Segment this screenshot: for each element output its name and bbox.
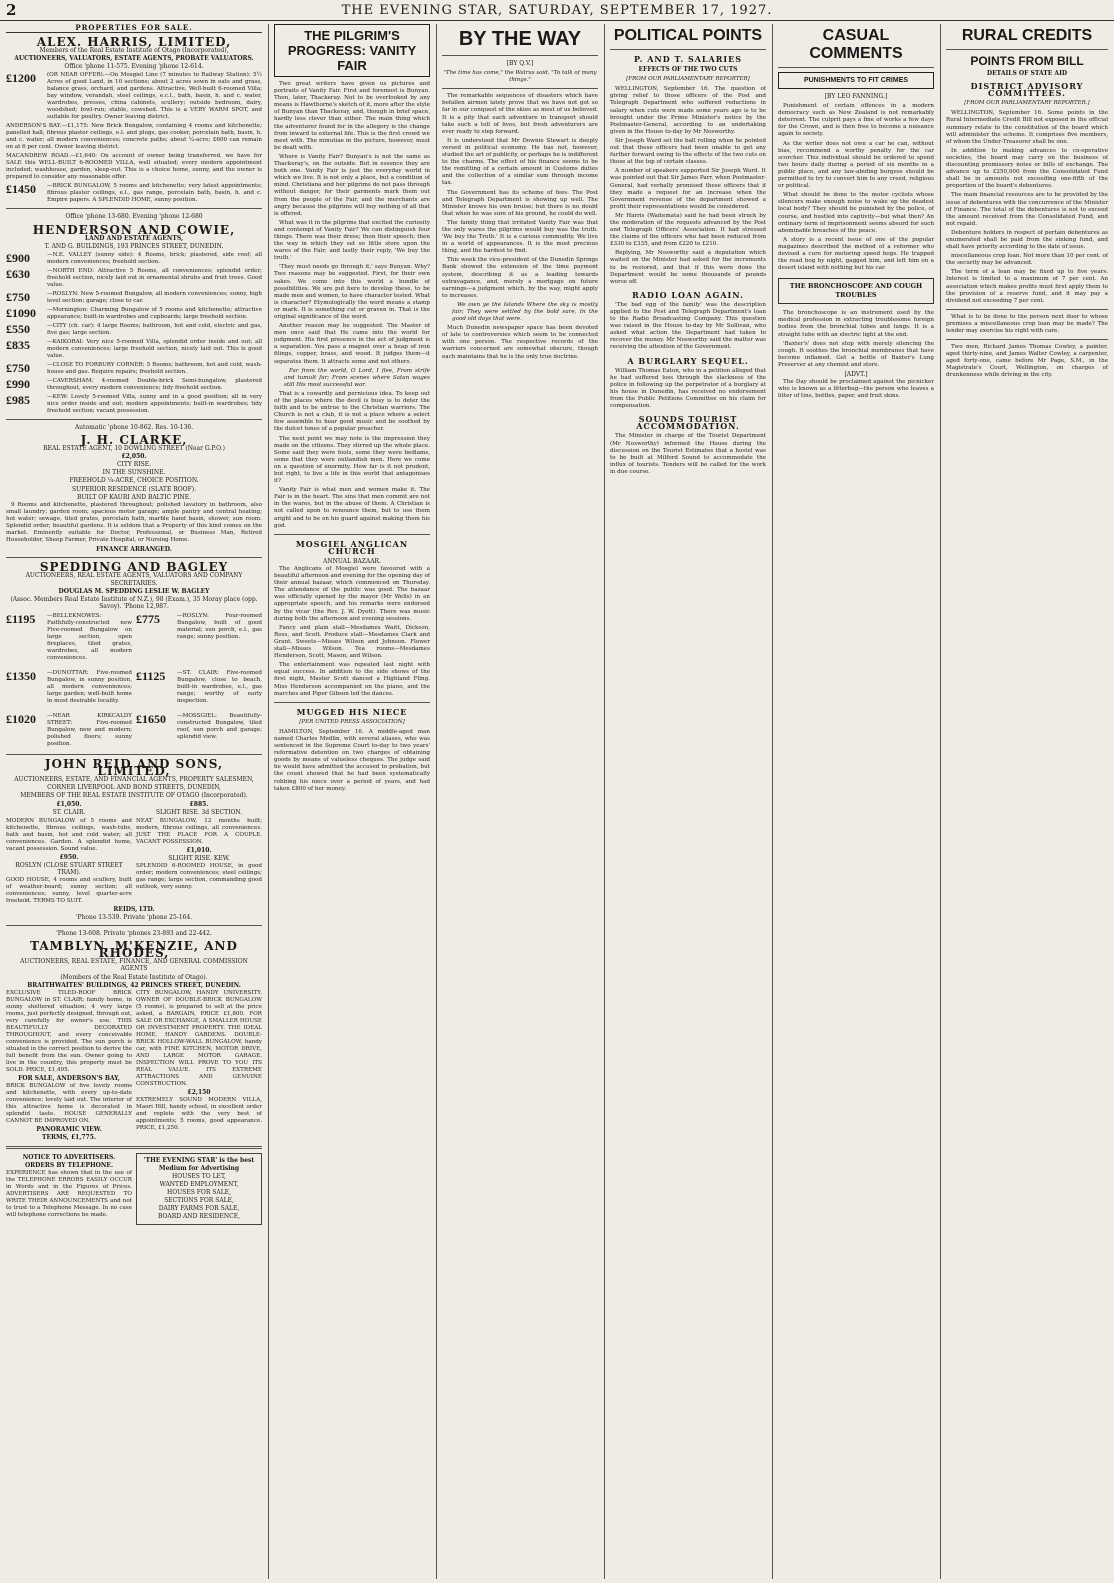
paragraph: The Anglicans of Mosgiel were favoured with a beautiful afternoon and evening for the opening day of their annual bazaar, which commenced on Thursday. The attendance of the public was good. The bazaar was officially opened by the mayor (Mr Wells) in an appropriate speech, and his remarks were endorsed by the vicar (the Rev. J. W. Dyott). There was music during both the afternoon and evening sessions.: [274, 566, 430, 622]
reid-text: SPLENDID 6-ROOMED HOUSE, in good order; modern conveniences; steel ceilings; gas range; large section, commanding good outlook, very sunny.: [136, 862, 262, 890]
firm-name: JOHN REID AND SONS, LIMITED,: [44, 756, 224, 778]
listing-text: —MOSSGIEL: Beautifully-constructed Bungalow, tiled roof, sun porch and garage; splendid view.: [177, 712, 262, 740]
firm-trades: LAND AND ESTATE AGENTS,: [84, 234, 184, 242]
paragraph: It is understood that Mr Downie Stewart is deeply versed in political economy. He has not, however, studied the art of publicity, or perhaps he is indifferent to the charms. The effect of his finance seems to be the remitting of a certain amount in Customs duties and the collection of a similar sum through income tax.: [442, 137, 598, 187]
article-title: RURAL CREDITS: [961, 27, 1093, 44]
paragraph: Much Dunedin newspaper space has been devoted of late to controversies which seem to be connected with one person. The respective records of the warriors concerned are somewhat obscure, though each maintains that he is the only true doctrine.: [442, 325, 598, 360]
firm-assoc: (Assoc. Members Real Estate Institute of N.Z.), 98 (Exam.), 35 Moray place (opp. Savoy). 'Phone 12,987.: [10, 595, 258, 610]
by-the-way-column: [442, 24, 598, 1579]
firm-phones: 'Phone 13-608. Private 'phones 23-893 and 22-442.: [56, 930, 212, 938]
paragraph: The Government has its scheme of fees. The Post and Telegraph Department is showing up well. The Minister knows his own bruise; but there is no doubt that when he was sure of his ground, he could do well.: [442, 189, 598, 217]
listing-text: ANDERSON'S BAY.—£1,175: New Brick Bungalow, containing 4 rooms and kitchenette; panelled hall, fibrous plaster ceilings, e.l. and plugs, gas cooker, porcelain bath, basin, h. and c. water; all modern conveniences; concrete paths; about ¼-acre; £600 can remain on at 6 per cent. Owner leaving district.: [6, 123, 262, 151]
listing-price: £990: [6, 376, 30, 391]
clarke-line: BUILT OF KAURI AND BALTIC PINE.: [76, 493, 191, 501]
clarke-price: £2,050.: [121, 453, 147, 461]
paragraph: The Day should be proclaimed against the picnicker who is known as a litterbug—the person who leaves a litter of tins, bottles, paper, and fruit skins.: [778, 379, 934, 400]
listing: [6, 307, 262, 321]
firm-trades: AUCTIONEERS, REAL ESTATE, FINANCE, AND GENERAL COMMISSION AGENTS: [20, 958, 248, 973]
paragraph: Another reason may be suggested. The Master of men once said that He came into the world for judgment. His first presence in the act of judgment is a separation. You pass a magnet over a heap of iron filings, copper, brass, and wood. It judges them—it separates them. It attracts some and not others.: [274, 323, 430, 365]
column-rule: [268, 24, 269, 1579]
listing-price: £1350: [6, 668, 36, 683]
byline: [BY Q.V.]: [506, 60, 534, 67]
paragraph: The bronchoscope is an instrument used by the medical profession in extracting troublesome foreign bodies from the bronchial tubes and lungs. It is a straight tube with an electric light at the end.: [778, 310, 934, 338]
epigraph: "The time has come," the Walrus said, "To talk of many things.": [443, 70, 597, 84]
anderson-text: BRICK BUNGALOW of five lovely rooms and kitchenette, with every up-to-date convenience; lovely laid out. The interior of this attractive home is decorated in splendid taste. HOUSE GENERALLY CANNOT BE IMPROVED ON.: [6, 1082, 132, 1124]
clarke-line: IN THE SUNSHINE.: [102, 469, 166, 477]
listing-text: —ROSLYN: Four-roomed Bungalow, built of good material; sun porch, e.l., gas range; sunny position.: [177, 612, 262, 640]
newspaper-title: THE EVENING STAR, SATURDAY, SEPTEMBER 17, 1927.: [341, 3, 773, 18]
article-from: [FROM OUR PARLIAMENTARY REPORTER.]: [964, 100, 1090, 107]
listing: [6, 713, 132, 748]
verse: Far from the world, O Lord, I flee, From strife and tumult far; From scenes where Satan wages still His most successful war.: [284, 367, 430, 388]
firm-partners: DOUGLAS M. SPEDDING LESLIE W. BAGLEY: [58, 587, 210, 595]
listing-grid: [6, 611, 262, 750]
listing-text: —KAIKORAI: Very nice 5-roomed Villa, splendid order inside and out; all modern conveniences; large freehold section, nicely laid out. This is good value.: [47, 338, 262, 359]
reid-price: £1,010.: [186, 846, 212, 854]
listing-text: —Mornington: Charming Bungalow of 5 rooms and kitchenette; attractive appearance; built-in wardrobes and cupboards; large freehold section.: [47, 306, 262, 320]
listing-text: —ST. CLAIR: Five-roomed Bungalow, close to beach, built-in wardrobes, e.l., gas range; worthy of early inspection.: [177, 669, 262, 704]
mugged-head: MUGGED HIS NIECE: [296, 706, 408, 717]
listing-price: £630: [6, 266, 30, 281]
radio-head: RADIO LOAN AGAIN.: [632, 289, 744, 300]
paragraph: 'They must needs go through it,' says Bunyan. Why? Two reasons may be suggested. First, for their own sakes. We come into this world a bundle of possibilities. We are put here to develop these, to be made men and women, to have character tested. What is character? Etymologically the word means a stamp or mark. It is something cut or graven in. That is the original significance of the word.: [274, 264, 430, 320]
paragraph: Two great writers have given us pictures and portraits of Vanity Fair. First and foremost is Bunyan. Then, later, Thackeray. Not to be overlooked by any means is Hawthorne's sketch of it, more after the style of Bunyan than Thackeray, and, though in brief space, hardly less clever than either. The main thing which the adventurer found for in the allegory is the change from inward to external life. This is the first crowd we meet with. The minutiae in the picture, however, must be dealt with.: [274, 81, 430, 151]
firm-name: ALEX. HARRIS, LIMITED,: [36, 35, 232, 50]
listing-text: —BRICK BUNGALOW, 5 rooms and kitchenette; very latest appointments; fibrous plaster ceilings, e.l., gas range, porcelain bath, basin, h. and c. Empire papers. A SPLENDID HOME, sunny position.: [47, 183, 262, 204]
firm-name: SPEDDING AND BAGLEY: [39, 560, 229, 575]
bazaar-head: ANNUAL BAZAAR.: [323, 557, 381, 565]
reid-place: SLIGHT RISE. 3d SECTION.: [155, 809, 243, 817]
paragraph: Fancy and plain stall—Mesdames Waitt, Dickson, Ross, and Scott. Produce stall—Mesdames Clark and Grant. Sweets—Misses Wilson and Johnson. Flower stall—Misses Wilson. Tea rooms—Mesdames Henderson, Scott, Mason, and Wilson.: [274, 624, 430, 660]
properties-column: [6, 24, 262, 1579]
paragraph: The entertainment was repeated last night with equal success. In addition to the side shows of the first night, Master Scott danced a Highland Fling. Miss Henderson accompanied on the piano, and the marches and Piper Gibson led the dances.: [274, 662, 430, 697]
star-ad-item: BOARD AND RESIDENCE,: [157, 1212, 240, 1220]
tamblyn-right: CITY BUNGALOW, HANDY UNIVERSITY. OWNER OF DOUBLE-BRICK BUNGALOW (5 rooms), is prepared to sell at the price asked, a BARGAIN, PRICE £1,800. FOR SALE OR EXCHANGE, A SMALLER HOUSE OR INVESTMENT PROPERTY. THE IDEAL HOME, HANDY GARDENS. DOUBLE-BRICK HOLLOW-WALL BUNGALOW, handy car, with FINE KITCHEN, MOTOR DRIVE, AND LARGE MOTOR GARAGE. INSPECTION WILL PROVE TO YOU ITS REAL VALUE. ITS EXTREME ATTRACTIONS AND GENUINE CONSTRUCTION.: [136, 989, 262, 1087]
firm-phones: Office 'phone 13-680. Evening 'phone 12-680: [65, 213, 203, 221]
reid-sign: REIDS, LTD.: [113, 905, 155, 913]
paragraph: The Minister in charge of the Tourist Department (Mr Nosworthy) informed the House during the discussion on the Tourist Estimates that a hostel was to be built at Milford Sound to accommodate the influx of tourists. Tenders will be called for the work in due course.: [610, 433, 766, 475]
paragraph: Two men, Richard James Thomas Cowley, a painter, aged thirty-nine, and James Walter Cowley, a carpenter, aged forty-one, came before Mr Page, S.M., in the Magistrate's Court, Wellington, on charges of drunkenness while driving in the city.: [946, 344, 1108, 379]
paragraph: WELLINGTON, September 16. Some points in the Rural Intermediate Credit Bill not exposed in the official summary relate to the constitution of the board which will administer the scheme. It comprises five members, of whom the Under-Treasurer shall be one.: [946, 110, 1108, 145]
clarke-line: FREEHOLD ¼-ACRE, CHOICE POSITION.: [69, 477, 199, 485]
star-ad-head: 'THE EVENING STAR' is the best Medium for Advertising: [143, 1156, 255, 1172]
pilgrims-column: [274, 24, 430, 1579]
listing: [6, 394, 262, 415]
tourist-head: SOUNDS TOURIST ACCOMMODATION.: [636, 414, 740, 432]
listing-price: £1020: [6, 711, 36, 726]
listing: [6, 252, 262, 266]
listing-text: MACANDREW ROAD.—£1,640: On account of owner being transferred, we have for SALE this WELL-BUILT 6-ROOMED VILLA, well situated; every modern appointment included; washhouse, garden, sleep-out. This is a choice home, sunny, and the owner is prepared to consider any reasonable offer.: [6, 153, 262, 181]
firm-trades: AUCTIONEERS, ESTATE, AND FINANCIAL AGENTS, PROPERTY SALESMEN,: [14, 776, 254, 784]
firm-members: Members of the Real Estate Institute of Otago (Incorporated),: [39, 47, 229, 55]
column-rule: [604, 24, 605, 1579]
article-title: THE PILGRIM'S PROGRESS: VANITY FAIR: [274, 24, 430, 77]
paragraph: As the writer does not own a car he can, without bias, recommend a worthy penalty for the car scorcher. This individual should be ordered to spend two hours daily during a period of six months in a public place, and any law-abiding burgess should be permitted to try to convert him to any creed, religious or political.: [778, 140, 934, 190]
tamblyn-extra: EXTREMELY SOUND MODERN VILLA, Maori Hill, handy school, in excellent order and replete with the very best of appointments; 5 rooms, good appearance. PRICE, £1,250.: [136, 1096, 262, 1131]
listing-text: —DUNOTTAR: Five-roomed Bungalow, in sunny position, all modern conveniences; large garden; well-built home in most desirable locality.: [47, 669, 132, 704]
listing: [6, 268, 262, 289]
rural-credits-column: [946, 24, 1108, 1579]
star-ad: [136, 1153, 262, 1225]
listing: [136, 713, 262, 748]
listing-text: —KEW: Lovely 5-roomed Villa, sunny and in a good position; all in very nice order inside and out; modern appointments; built-in wardrobes; tidy freehold section; vacant possession.: [47, 393, 262, 414]
listing-text: —N.E. VALLEY (sunny side): 4 Rooms, brick; plastered, side roof; all modern conveniences; freehold section.: [47, 251, 262, 265]
paragraph: Debenture holders in respect of pertain debentures as enumerated shall be paid from the sinking fund, and shall have priority according to the date of issue.: [946, 229, 1108, 251]
listing: [6, 613, 132, 662]
burglar-head: A BURGLARY SEQUEL.: [627, 355, 749, 366]
listing: [6, 183, 262, 204]
broncho-ad: [778, 278, 934, 304]
casual-comments-column: [778, 24, 934, 1579]
paragraph: WELLINGTON, September 16. The question of giving relief to those officers of the Post and Telegraph Department who suffered reductions in salary when cuts were made some years ago is to be brought under the Prime Minister's notice by the Postmaster-General, according to an undertaking given in the House to-day by Mr Nosworthy.: [610, 86, 766, 135]
listing-text: —NEAR KIRKCALDY STREET: Five-roomed Bungalow, new and modern; polished floors; sunny position.: [47, 712, 132, 747]
masthead: [0, 0, 1114, 21]
listing-price: £750: [6, 289, 30, 304]
notice-by: ORDERS BY TELEPHONE.: [24, 1162, 114, 1170]
listing-price: £750: [6, 360, 30, 375]
listing-grid: [6, 800, 262, 904]
paragraph: 'Baxter's' does not stop with merely silencing the cough. It soothes the bronchial membranes that have become inflamed. Get a bottle of Baxter's Lung Preserver at any chemist and store.: [778, 340, 934, 368]
clarke-line: SUPERIOR RESIDENCE (SLATE ROOF).: [71, 485, 196, 493]
star-ad-item: SECTIONS FOR SALE,: [164, 1196, 234, 1204]
listing: [136, 670, 262, 705]
reid-text: NEAT BUNGALOW, 12 months built; modern, fibrous ceilings, all conveniences. JUST THE PLACE FOR A COUPLE. VACANT POSSESSION.: [136, 817, 262, 845]
column-rule: [436, 24, 437, 1579]
paragraph: The next point we may note is the impression they made on the citizens. They stirred up the whole place. Some said they were fools, some they were bedlams, some that they were outlandish men. Here we come on a question of enormity. How far is it not prudent, but right, to live a life in this world that antagonises it?: [274, 435, 430, 485]
paragraph: HAMILTON, September 16. A middle-aged man named Charles Medlin, with several aliases, who was sentenced in the Supreme Court to-day to two years' reformative detention on two charges of obtaining goods by means of valueless cheques. The judge said he would have admitted the accused to probation, but the count showed that he had been systematically robbing his niece over a period of years, and had taken £800 of her money.: [274, 728, 430, 792]
paragraph: Vanity Fair is what men and women make it. The Fair is in the heart. The sins that men commit are not in the wares, but in the abuse of them. A Christian is not called upon to renounce them, but to use them aright and to be on his guard against making them his god.: [274, 487, 430, 529]
listing-price: £1125: [136, 668, 166, 683]
article-sub2: DETAILS OF STATE AID: [986, 70, 1068, 77]
listing: [6, 291, 262, 305]
paragraph: Sir Joseph Ward set the ball rolling when he pointed out that these officers had been unable to get any further forward owing to the effects of the two cuts on those at the top of certain classes.: [610, 137, 766, 166]
paragraph: A number of speakers supported Sir Joseph Ward. It was pointed out that Sir James Parr, when Postmaster-General, had verbally promised these officers that if they made a request for an increase when the Government revenue of the department showed a profit their representations would be considered.: [610, 168, 766, 210]
paragraph: Where is Vanity Fair? Bunyan's is not the same as Thackeray's, on the outside. But in essence they are both one. Vanity Fair is just the everyday world in which we live. It is not only a place, but a condition of mind. Christiana and her pilgrims do not pass through without danger, for their garments mark them out from the people of the Fair, and the merchants are angry because the pilgrims will buy nothing of all that is offered.: [274, 153, 430, 217]
firm-address: T. AND G. BUILDINGS, 193 PRINCES STREET, DUNEDIN.: [44, 242, 224, 250]
broncho-head: THE BRONCHOSCOPE AND COUGH TROUBLES: [789, 282, 923, 300]
paragraph: The term of a loan may be fixed up to five years. Interest is limited to a maximum of 7 per cent. An association which makes profits must first apply them to the provision of a reserve fund, and it may pay a dividend not exceeding 7 per cent.: [946, 269, 1108, 304]
firm-phones: Automatic 'phone 10-862. Res. 10-136.: [74, 423, 194, 431]
star-ad-item: WANTED EMPLOYMENT,: [159, 1180, 239, 1188]
firm-name: TAMBLYN, M'KENZIE, AND RHODES,: [30, 939, 238, 961]
listing: [6, 72, 262, 121]
reid-price: £950.: [59, 853, 79, 861]
listing: [136, 613, 262, 662]
star-ad-item: DAIRY FARMS FOR SALE,: [158, 1204, 240, 1212]
listing-text: —CAVERSHAM: 4-roomed Double-brick Semi-bungalow, plastered throughout, every modern convenience; tidy freehold section.: [47, 377, 262, 391]
article-subtitle: POINTS FROM BILL: [970, 54, 1084, 68]
listing-price: £550: [6, 321, 30, 336]
star-ad-item: HOUSES TO LET,: [172, 1172, 226, 1180]
listing-price: £985: [6, 392, 30, 407]
clarke-finance: FINANCE ARRANGED.: [96, 546, 172, 554]
listing-text: —CLOSE TO FORBURY CORNER: 5 Rooms; bathroom, hot and cold, wash-house and gas. Require repairs; freehold section.: [47, 361, 262, 375]
mugged-from: [PER UNITED PRESS ASSOCIATION]: [299, 718, 405, 725]
advt-mark: [ADVT.]: [844, 371, 868, 378]
verse: We own ye the Islands Where the sky is mostly fair; They were settled by the bold sure, In the good old days that were.: [452, 301, 598, 323]
article-title: CASUAL COMMENTS: [809, 27, 903, 62]
notice-grid: [6, 1153, 262, 1225]
article-title: BY THE WAY: [458, 28, 582, 50]
listing-text: —BELLEKNOWES: Faithfully-constructed new Five-roomed Bungalow on large section, open fireplaces, tiled grates, wardrobes, all modern conveniences.: [47, 612, 132, 661]
listing-price: £1450: [6, 182, 36, 197]
listing-text: —CITY (ch. car): 4 large Rooms; bathroom, hot and cold, electric and gas, five gas; large section.: [47, 322, 262, 336]
listing: [6, 323, 262, 337]
firm-address: REAL ESTATE AGENT, 10 DOWLING STREET (Near G.P.O.): [43, 445, 225, 453]
listing-price: £1200: [6, 71, 36, 86]
panoramic: PANORAMIC VIEW.: [36, 1125, 102, 1133]
paragraph: What was it in the pilgrims that excited the curiosity and contempt of Vanity Fair? We can distinguish four things. There was their dress; then their speech; then the way in which they set so little store upon the wares of the Fair; and lastly their reply, 'We buy the truth.': [274, 219, 430, 262]
paragraph: What should be done to the motor cyclists whose silencers make enough noise to wake up the deadest local body? They should be punished by the police, of course, and hustled into captivity—but what then? An ordinary term of imprisonment seems absurd for such abominable breaches of the peace.: [778, 192, 934, 234]
article-subtitle: PUNISHMENTS TO FIT CRIMES: [778, 72, 934, 89]
reid-price: £1,050.: [56, 801, 82, 809]
notice-head: NOTICE TO ADVERTISERS.: [22, 1153, 116, 1161]
mosgiel-head: MOSGIEL ANGLICAN CHURCH: [295, 538, 409, 556]
tamblyn-left: EXCLUSIVE TILED-ROOF BRICK BUNGALOW in ST. CLAIR; family home, in sunny sheltered situation; 4 very large rooms, just perfectly designed, through out, very carefully for owner's use. THIS BEAUTIFULLY DECORATED THROUGHOUT, and every conceivable convenience is provided. The sun porch is situated in the correct position to derive the full benefit from the sun. Owner going to live in the country, this property must be SOLD. PRICE, £1,495.: [6, 989, 132, 1073]
reid-text: GOOD HOUSE, 4 rooms and scullery, built of weather-board; sunny section; all conveniences; sunny, level quarter-acre freehold. TERMS TO SUIT.: [6, 876, 132, 904]
reid-price: £885.: [189, 801, 209, 809]
clarke-line: CITY RISE.: [116, 461, 152, 469]
listing-price: £900: [6, 250, 30, 265]
paragraph: A story is a recent issue of one of the popular magazines described the method of a reformer who devised a cure for motoring speed hogs. He trapped the road hog by night, gagged him, and left him on a desert island with nothing but his car.: [778, 236, 934, 272]
political-column: [610, 24, 766, 1579]
firm-trades: AUCTIONEERS, VALUATORS, ESTATE AGENTS, PROBATE VALUATORS.: [14, 55, 254, 63]
listing-price: £835: [6, 337, 30, 352]
firm-trades: AUCTIONEERS, REAL ESTATE AGENTS, VALUATORS AND COMPANY SECRETARIES.: [25, 572, 243, 587]
reid-place: ROSLYN (CLOSE STUART STREET TRAM).: [15, 861, 123, 876]
listing: [6, 339, 262, 360]
reid-phones: 'Phone 13-539. Private 'phone 25-164.: [75, 913, 193, 921]
article-from: [FROM OUR PARLIAMENTARY REPORTER]: [626, 76, 750, 83]
anderson-head: FOR SALE, ANDERSON'S BAY,: [18, 1074, 120, 1082]
paragraph: Punishment of certain offences in a modern democracy such as New Zealand is not remarkably deterrent. The culprit pays a fine of works a few days for the Crown, and is then free to become a nuisance again to society.: [778, 103, 934, 138]
paragraph: In addition to making advances to co-operative societies, the board may carry on the business of discounting promissory notes or bills of exchange. The advance up to £250,000 from the Consolidated Fund shall be in amounts not exceeding one-fifth of the proportion of the board's debentures.: [946, 147, 1108, 190]
firm-phones: Office 'phone 11-575. Evening 'phone 12-614.: [64, 63, 204, 71]
firm-address: CORNER LIVERPOOL AND BOND STREETS, DUNEDIN,: [47, 784, 221, 792]
listing-grid: [6, 990, 262, 1142]
article-subtitle: P. AND T. SALARIES: [633, 54, 743, 64]
article-title: POLITICAL POINTS: [613, 27, 763, 44]
section-heading: PROPERTIES FOR SALE.: [6, 24, 262, 33]
district-head: DISTRICT ADVISORY COMMITTEES.: [970, 81, 1084, 99]
clarke-body: 9 Rooms and kitchenette, plastered throughout; polished lavatory in bathroom, also small laundry; garden room; spacious motor garage; ample pantry and central heating; hot water; sewage, tiled grates, porcelain bath, marble hand basin, shower, sun room. Splendid order; beautiful gardens. It is seldom that a Property of this kind comes on the market. Eminently suitable for Doctor, Professional, or Business Man, Retired Householder, Sheep Farmer, Private Hospital, or Nursing Home.: [6, 501, 262, 544]
listing-text: —NORTH END: Attractive 5 Rooms, all conveniences; splendid order; freehold section, nicely laid out in ornamental shrubs and fruit trees. Good value.: [47, 267, 262, 288]
article-sub2: EFFECTS OF THE TWO CUTS: [638, 66, 738, 74]
listing: [6, 670, 132, 705]
listing-price: £1090: [6, 305, 36, 320]
paragraph: The remarkable sequences of disasters which have befallen airmen lately prove that we have not got so far in our conquest of the skies as most of us believed. It is a pity that each adventure in transport should take such a toll of lives, but fresh adventurers are ever ready to step forward.: [442, 93, 598, 135]
tamblyn-price: £2,150: [187, 1088, 211, 1096]
reid-place: SLIGHT RISE. KEW.: [168, 854, 230, 862]
listing: [6, 378, 262, 392]
listing-text: —ROSLYN: New 5-roomed Bungalow, all modern conveniences; sunny, high level section; garage; close to car.: [47, 290, 262, 304]
reid-place: ST. CLAIR.: [52, 809, 86, 817]
paragraph: Mr Harris (Waitemata) said he had been struck by the moderation of the requests advanced by the Post and Telegraph Officers' Association. It had stressed the claims of the officers who had been reduced from £330 to £335, and from £220 to £210.: [610, 212, 766, 248]
paragraph: 'The bad egg of the family' was the description applied to the Post and Telegraph Department's loan to the Radio Broadcasting Company. This question was raised in the House to-day by Mr Sullivan, who asked what action the Department had taken to recover the money. Mr Nosworthy said the matter was receiving the attention of the Government.: [610, 301, 766, 351]
firm-name: J. H. CLARKE,: [80, 432, 188, 447]
paragraph: What is to be done to the person next door to whose premises a miscellaneous crop loan may be made? The lender may exercise his right with care.: [946, 313, 1108, 334]
firm-members: MEMBERS OF THE REAL ESTATE INSTITUTE OF OTAGO (Incorporated).: [20, 792, 248, 800]
paragraph: That is a cowardly and pernicious idea. To keep out of the places where the devil is busy is to deter the faith and to be untrue to the Christian warriors. The Church is not a club, it is not a place where a select few assemble to hear good music and be soothed by the dulcet tones of a popular preacher.: [274, 390, 430, 433]
paragraph: The main financial resources are to be provided by the issue of debentures with the concurrence of the Minister of Finance. The total of the debentures is not to exceed the amount received from the Consolidated Fund, and not repaid.: [946, 192, 1108, 227]
firm-name: HENDERSON AND COWIE,: [32, 222, 236, 237]
notice-text: EXPERIENCE has shown that in the use of the TELEPHONE ERRORS EASILY OCCUR in Words and in the Figures of Prices. ADVERTISERS ARE REQUESTED TO WRITE THEIR ANNOUNCEMENTS and not to trust to a Telephone Message. In no case will telephone corrections be made.: [6, 1170, 132, 1219]
page-number: 2: [6, 1, 18, 19]
firm-address: BRAITHWAITES' BUILDINGS, 42 PRINCES STREET, DUNEDIN.: [27, 981, 241, 989]
byline: [BY LEO FANNING.]: [824, 93, 888, 100]
paragraph: The family thing that irritated Vanity Fair was that the only wares the pilgrims would buy was the truth. 'We buy the Truth.' It is a curious commodity. We live in a world of appearances. It is the most precious thing, and the hardest to find.: [442, 219, 598, 255]
listing-price: £775: [136, 611, 160, 626]
paragraph: miscellaneous crop loan. Not more than 10 per cent. of the security may be advanced.: [946, 253, 1108, 267]
listing-text: (OR NEAR OFFER).—On Mosgiel Line (7 minutes to Railway Station): 5½ Acres of good Land, in 10 sections; about 2 acres sown in oats and grass, balance grass, orchard, and gardens. Attractive, Well-built 6-roomed Villa; bay window, verandah, steel ceilings, e.c.l., bath, basin, h. and c. water, wardrobes, presses, china cabinets, scullery; outside bedroom, dairy, woodshed; fowl-run; stable, cowshed. This is a VERY WARM SPOT, and suitable for poultry. Owner leaving district.: [47, 72, 262, 121]
terms: TERMS, £1,775.: [41, 1133, 96, 1141]
listing-price: £1650: [136, 711, 166, 726]
firm-members: (Members of the Real Estate Institute of Otago).: [60, 973, 208, 981]
paragraph: This week the vice-president of the Dunedin Springs Bank showed the extension of the time payment system, describing it as a leading towards extravagance, and, merely a mortgage on future earnings—a judgment which, by the way, might apply to increases.: [442, 257, 598, 299]
paragraph: William Thomas Eaton, who in a petition alleged that he had suffered loss through the slackness of the police in following up the perpetrator of a burglary at his house in Dunedin, has received no endorsement from the Public Petitions Committee on his claim for compensation.: [610, 367, 766, 410]
paragraph: Replying, Mr Nosworthy said a deputation which waited on the Minister had asked for the increments to be restored, and that if this were done the Department would be some thousands of pounds worse off.: [610, 250, 766, 285]
column-rule: [772, 24, 773, 1579]
reid-text: MODERN BUNGALOW of 5 rooms and kitchenette, fibrous ceilings, wash-tubs, bath and basin, hot and cold water; all conveniences. Garden. A splendid home, vacant possession. Sound value.: [6, 817, 132, 852]
listing: [6, 362, 262, 376]
listing-price: £1195: [6, 611, 36, 626]
column-rule: [940, 24, 941, 1579]
star-ad-item: HOUSES FOR SALE,: [167, 1188, 231, 1196]
